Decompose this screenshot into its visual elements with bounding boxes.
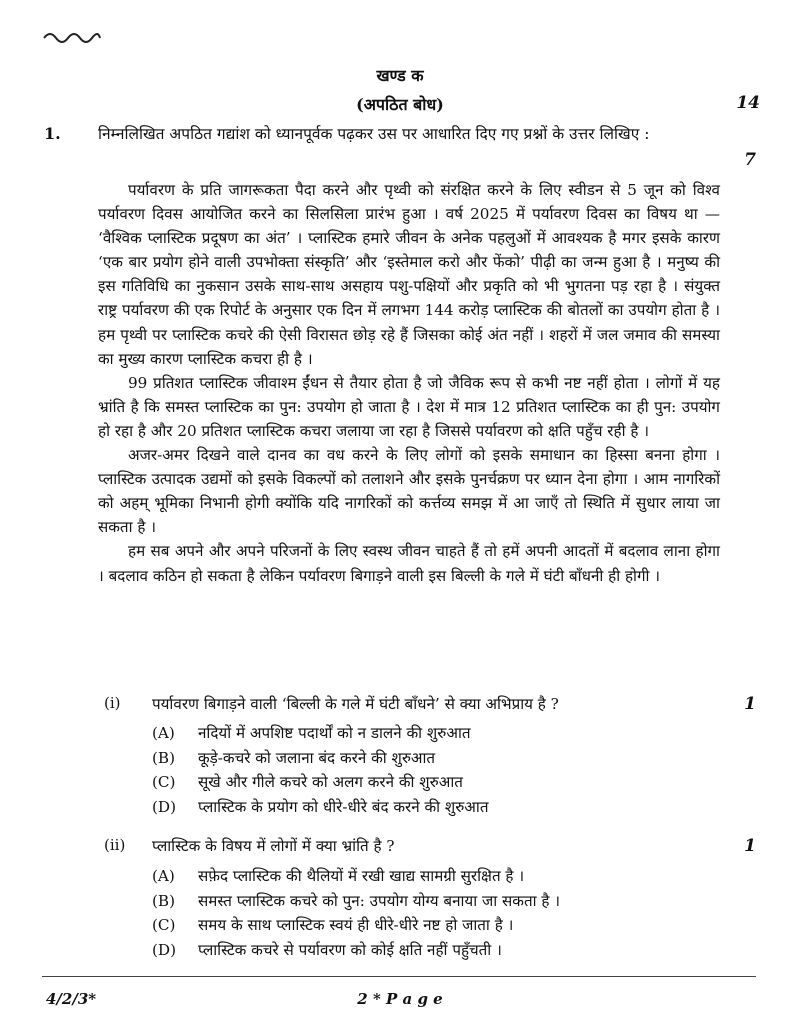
section-title: खण्ड क (376, 66, 424, 85)
sub-question-number: (i) (104, 694, 121, 712)
option-c[interactable] (152, 913, 712, 938)
sub-question-marks: 1 (744, 836, 756, 856)
option-text: प्लास्टिक के प्रयोग को धीरे-धीरे बंद करने की शुरुआत (198, 797, 489, 816)
option-text: कूड़े-कचरे को जलाना बंद करने की शुरुआत (198, 748, 436, 767)
question-marks: 7 (744, 150, 756, 170)
section-marks: 14 (736, 93, 760, 113)
option-label: (B) (152, 748, 176, 767)
option-a[interactable] (152, 721, 712, 746)
option-b[interactable] (152, 889, 712, 914)
option-b[interactable] (152, 746, 712, 771)
passage-paragraph: 99 प्रतिशत प्लास्टिक जीवाश्म ईंधन से तैयार होता है जो जैविक रूप से कभी नष्ट नहीं होता । लोगों में यह भ्रांति है कि समस्त प्लास्टिक का पुन: उपयोग हो जाता है । देश में मात्र 12 प्रतिशत प्लास्टिक का ही पुन: उपयोग हो रहा है और 20 प्रतिशत प्लास्टिक कचरा जलाया जा रहा है जिससे पर्यावरण को क्षति पहुँच रही है । (98, 373, 720, 440)
footer-divider (42, 976, 756, 977)
option-label: (D) (152, 797, 177, 816)
section-subtitle: (अपठित बोध) (356, 95, 444, 114)
paper-code: 4/2/3* (46, 990, 97, 1008)
question-number: 1. (44, 124, 61, 143)
option-label: (A) (152, 724, 175, 743)
passage-paragraph: अजर-अमर दिखने वाले दानव का वध करने के लिए लोगों को इसके समाधान का हिस्सा बनना होगा । प्लास्टिक उत्पादक उद्यमों को इसके विकल्पों को तलाशने और इसके पुनर्चक्रण पर ध्यान देना होगा । आम नागरिकों को अहम् भूमिका निभानी होगी क्योंकि यदि नागरिकों को कर्त्तव्य समझ में आ जाएँ तो स्थिति में सुधार लाया जा सकता है । (98, 446, 720, 537)
unseen-passage (98, 178, 720, 588)
option-label: (D) (152, 940, 177, 959)
option-label: (C) (152, 916, 176, 935)
option-label: (A) (152, 867, 175, 886)
option-text: समस्त प्लास्टिक कचरे को पुन: उपयोग योग्य बनाया जा सकता है । (198, 891, 561, 910)
option-text: समय के साथ प्लास्टिक स्वयं ही धीरे-धीरे नष्ट हो जाता है । (198, 916, 514, 935)
question-instruction: निम्नलिखित अपठित गद्यांश को ध्यानपूर्वक पढ़कर उस पर आधारित दिए गए प्रश्नों के उत्तर लिखिए : (98, 125, 650, 143)
wave-ornament-icon (42, 26, 102, 46)
page-number: 2 * P a g e (357, 990, 443, 1008)
passage-paragraph: हम सब अपने और अपने परिजनों के लिए स्वस्थ जीवन चाहते हैं तो हमें अपनी आदतों में बदलाव लाना होगा । बदलाव कठिन हो सकता है लेकिन पर्यावरण बिगाड़ने वाली इस बिल्ली के गले में घंटी बाँधनी ही होगी । (98, 542, 720, 585)
option-label: (B) (152, 891, 176, 910)
option-text: नदियों में अपशिष्ट पदार्थों को न डालने की शुरुआत (198, 724, 471, 743)
sub-question-text: पर्यावरण बिगाड़ने वाली ‘बिल्ली के गले में घंटी बाँधने’ से क्या अभिप्राय है ? (152, 695, 559, 713)
sub-question-text: प्लास्टिक के विषय में लोगों में क्या भ्रांति है ? (152, 837, 395, 855)
options-list (152, 864, 712, 962)
passage-paragraph: पर्यावरण के प्रति जागरूकता पैदा करने और पृथ्वी को संरक्षित करने के लिए स्वीडन से 5 जून को विश्व पर्यावरण दिवस आयोजित करने का सिलसिला प्रारंभ हुआ । वर्ष 2025 में पर्यावरण दिवस का विषय था — ‘वैश्विक प्लास्टिक प्रदूषण का अंत’ । प्लास्टिक हमारे जीवन के अनेक पहलुओं में आवश्यक है मगर इसके कारण ‘एक बार प्रयोग होने वाली उपभोक्ता संस्कृति’ और ‘इस्तेमाल करो और फेंको’ पीढ़ी का जन्म हुआ है । मनुष्य की इस गतिविधि का नुकसान उसके साथ-साथ असहाय पशु-पक्षियों और प्रकृति को भी भुगतना पड़ रहा है । संयुक्त राष्ट्र पर्यावरण की एक रिपोर्ट के अनुसार एक दिन में लगभग 144 करोड़ प्लास्टिक की बोतलों का उपयोग होता है । हम पृथ्वी पर प्लास्टिक कचरे की ऐसी विरासत छोड़ रहे हैं जिसका कोई अंत नहीं । शहरों में जल जमाव की समस्या का मुख्य कारण प्लास्टिक कचरा ही है । (98, 181, 720, 368)
option-text: प्लास्टिक कचरे से पर्यावरण को कोई क्षति नहीं पहुँचती । (198, 940, 502, 959)
option-text: सफ़ेद प्लास्टिक की थैलियों में रखी खाद्य सामग्री सुरक्षित है । (198, 867, 525, 886)
option-d[interactable] (152, 795, 712, 820)
option-a[interactable] (152, 864, 712, 889)
option-label: (C) (152, 773, 176, 792)
sub-question-number: (ii) (104, 836, 126, 854)
option-d[interactable] (152, 938, 712, 963)
option-c[interactable] (152, 770, 712, 795)
sub-question-marks: 1 (744, 694, 756, 714)
option-text: सूखे और गीले कचरे को अलग करने की शुरुआत (198, 773, 463, 792)
options-list (152, 721, 712, 819)
